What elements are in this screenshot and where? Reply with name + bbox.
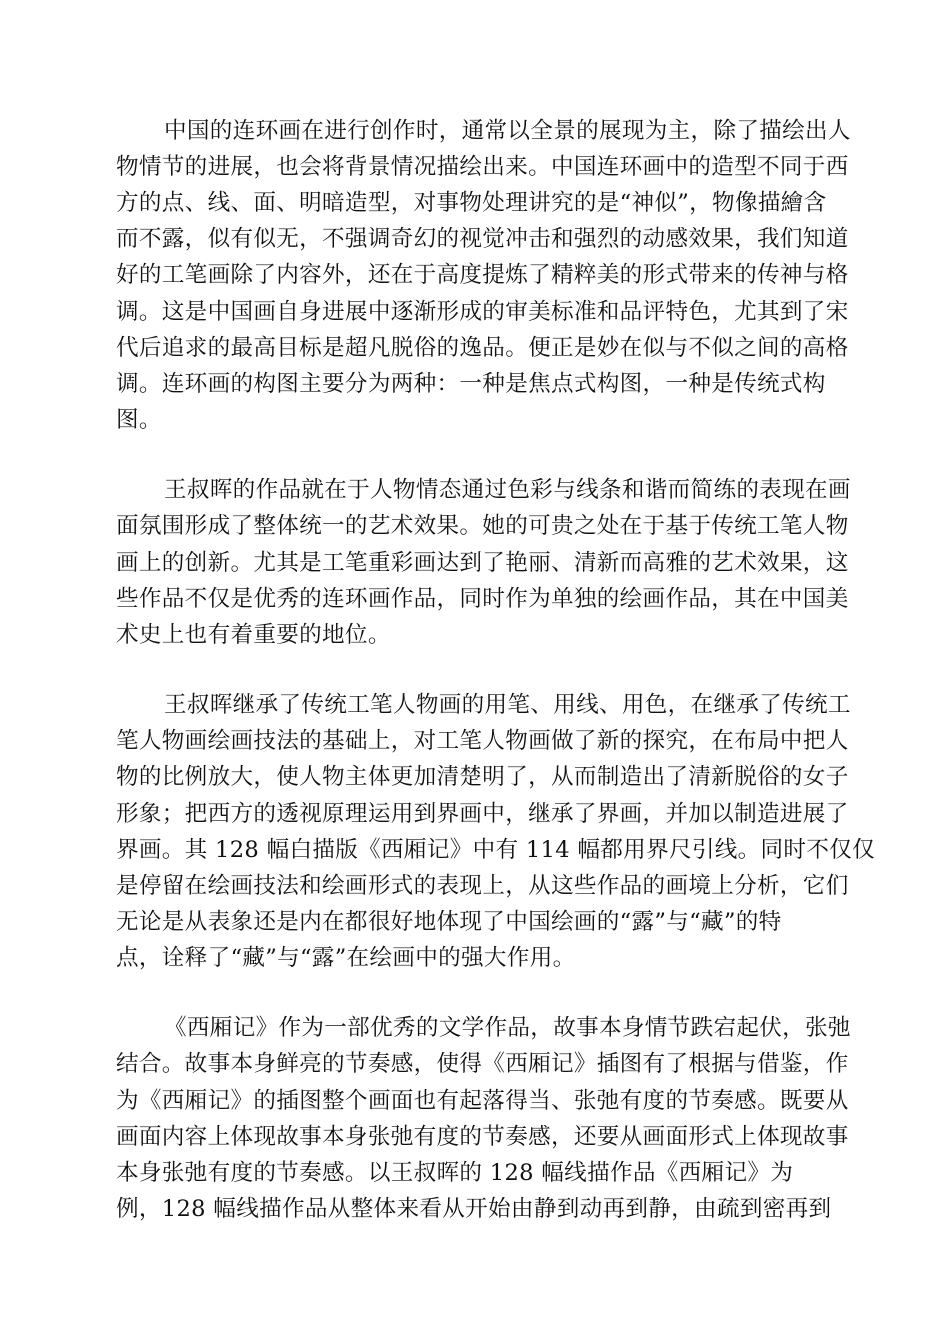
paragraph-line: 例，128 幅线描作品从整体来看从开始由静到动再到静，由疏到密再到 [116, 1196, 832, 1222]
paragraph-line: 图。 [116, 407, 162, 433]
paragraph-line: 物的比例放大，使人物主体更加清楚明了，从而制造出了清新脱俗的女子 [116, 764, 849, 790]
paragraph-line: 结合。故事本身鲜亮的节奏感，使得《西厢记》插图有了根据与借鉴，作 [116, 1051, 849, 1077]
paragraph-line: 些作品不仅是优秀的连环画作品，同时作为单独的绘画作品，其在中国美 [116, 586, 849, 612]
paragraph-line: 王叔晖继承了传统工笔人物画的用笔、用线、用色，在继承了传统工 [164, 692, 851, 718]
paragraph-line: 代后追求的最高目标是超凡脱俗的逸品。便正是妙在似与不似之间的高格 [116, 335, 849, 361]
paragraph-line: 中国的连环画在进行创作时，通常以全景的展现为主，除了描绘出人 [164, 118, 851, 144]
paragraph-line: 是停留在绘画技法和绘画形式的表现上，从这些作品的画境上分析，它们 [116, 873, 849, 899]
paragraph-line: 形象；把西方的透视原理运用到界画中，继承了界画，并加以制造进展了 [116, 801, 849, 827]
paragraph-line: 点，诠释了“藏”与“露”在绘画中的强大作用。 [116, 945, 576, 971]
paragraph-line: 《西厢记》作为一部优秀的文学作品，故事本身情节跌宕起伏，张弛 [164, 1015, 851, 1041]
paragraph-line: 物情节的进展，也会将背景情况描绘出来。中国连环画中的造型不同于西 [116, 154, 849, 180]
paragraph-line: 画上的创新。尤其是工笔重彩画达到了艳丽、清新而高雅的艺术效果，这 [116, 550, 849, 576]
paragraph-line: 而不露，似有似无，不强调奇幻的视觉冲击和强烈的动感效果，我们知道 [116, 226, 849, 252]
paragraph-line: 无论是从表象还是内在都很好地体现了中国绘画的“露”与“藏”的特 [116, 909, 782, 935]
paragraph-line: 界画。其 128 幅白描版《西厢记》中有 114 幅都用界尺引线。同时不仅仅 [116, 837, 876, 863]
paragraph-line: 王叔晖的作品就在于人物情态通过色彩与线条和谐而简练的表现在画 [164, 477, 851, 503]
paragraph-line: 面氛围形成了整体统一的艺术效果。她的可贵之处在于基于传统工笔人物 [116, 513, 849, 539]
paragraph-line: 调。这是中国画自身进展中逐渐形成的审美标准和品评特色，尤其到了宋 [116, 299, 849, 325]
paragraph-line: 好的工笔画除了内容外，还在于高度提炼了精粹美的形式带来的传神与格 [116, 262, 849, 288]
paragraph-line: 术史上也有着重要的地位。 [116, 622, 391, 648]
paragraph-line: 方的点、线、面、明暗造型，对事物处理讲究的是“神似”，物像描繪含 [116, 190, 827, 216]
paragraph-line: 笔人物画绘画技法的基础上，对工笔人物画做了新的探究，在布局中把人 [116, 728, 849, 754]
paragraph-line: 为《西厢记》的插图整个画面也有起落得当、张弛有度的节奏感。既要从 [116, 1088, 849, 1114]
paragraph-line: 画面内容上体现故事本身张弛有度的节奏感，还要从画面形式上体现故事 [116, 1124, 849, 1150]
paragraph-line: 本身张弛有度的节奏感。以王叔晖的 128 幅线描作品《西厢记》为 [116, 1160, 794, 1186]
paragraph-line: 调。连环画的构图主要分为两种：一种是焦点式构图，一种是传统式构 [116, 371, 826, 397]
